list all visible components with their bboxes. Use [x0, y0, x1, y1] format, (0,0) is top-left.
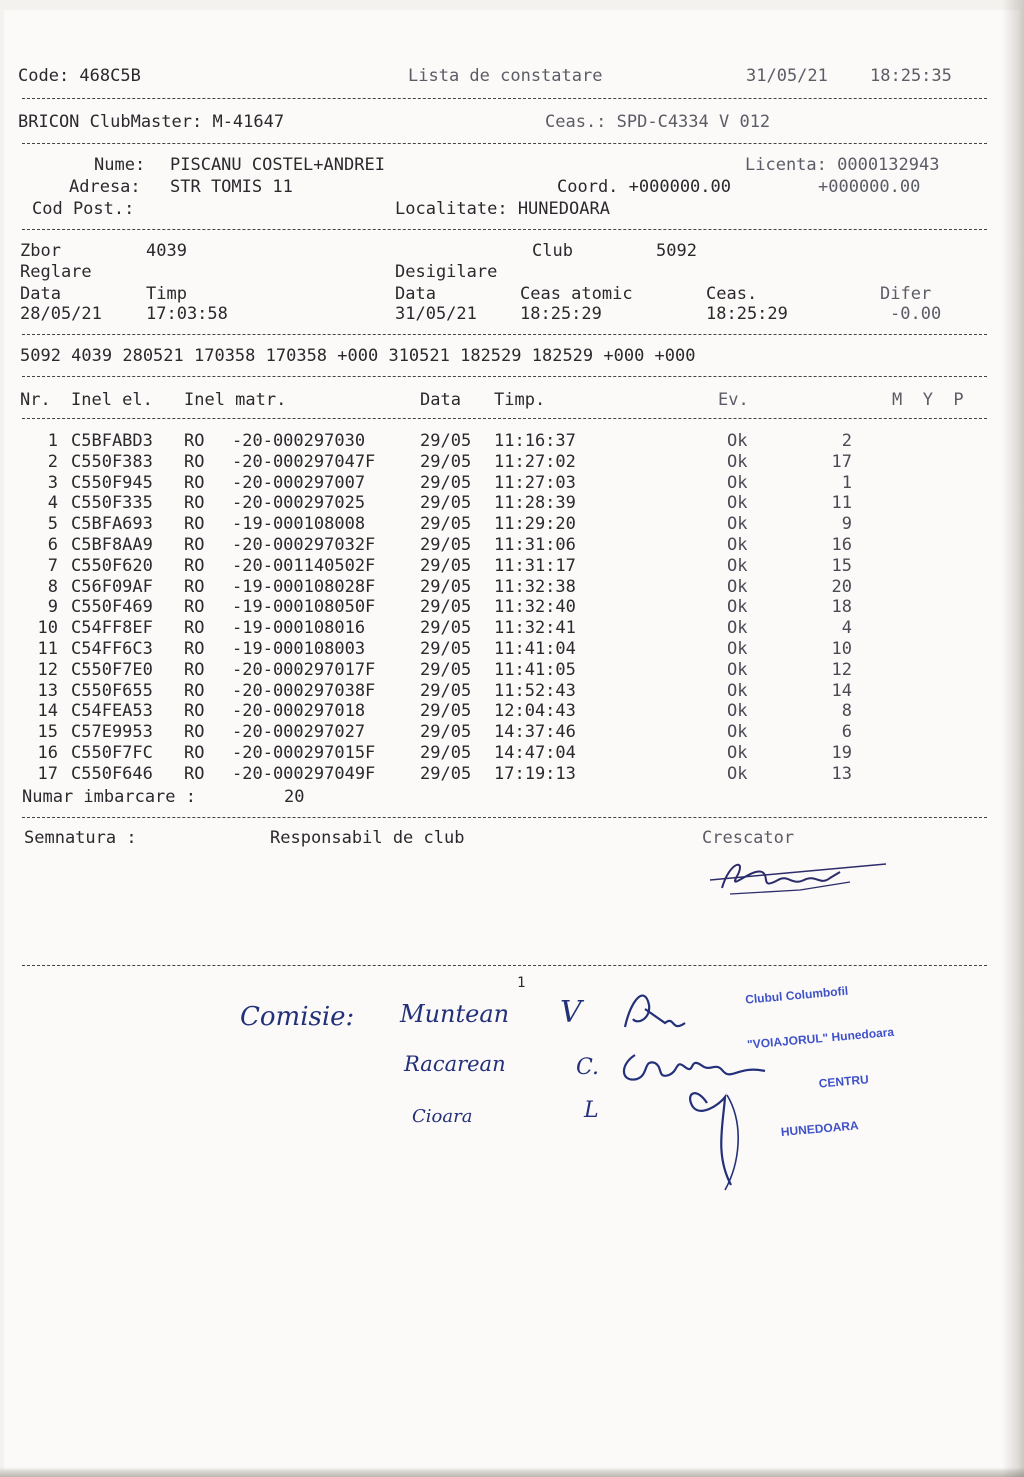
record-code: Code: 468C5B — [18, 66, 141, 86]
commission-signatures — [615, 975, 785, 1195]
time-label: Timp — [146, 284, 187, 304]
electronic-ring: C57E9953 — [71, 722, 153, 743]
row-number: 1 — [47, 431, 58, 451]
boarding-count: 20 — [284, 787, 305, 807]
boarding-count-label: Numar imbarcare : — [22, 787, 196, 807]
arrival-date: 29/05 — [420, 743, 472, 763]
electronic-ring: C550F655 — [71, 680, 153, 701]
country-code: RO — [184, 701, 205, 722]
event-status: Ok — [727, 743, 748, 763]
arrival-time: 11:28:39 — [494, 493, 576, 514]
col-time: Timp. — [494, 390, 546, 410]
country-code: RO — [184, 555, 205, 576]
event-status: Ok — [727, 680, 748, 701]
arrival-date: 29/05 — [420, 618, 472, 639]
row-number: 4 — [47, 493, 58, 514]
commission-member-2: Racarean — [404, 1052, 506, 1076]
electronic-ring: C5BF8AA9 — [71, 535, 153, 555]
country-code: RO — [184, 743, 205, 763]
clock-label: Ceas. — [706, 284, 758, 304]
address-label: Adresa: — [69, 177, 141, 197]
row-number: 9 — [47, 597, 58, 618]
separator — [22, 143, 987, 144]
page-number: 1 — [517, 975, 526, 991]
stamp-line-4: HUNEDOARA — [780, 1118, 860, 1140]
electronic-ring: C5BFA693 — [71, 514, 153, 535]
separator — [22, 418, 987, 419]
event-status: Ok — [727, 514, 748, 535]
rank: 1 — [841, 472, 852, 493]
breeder-signature — [700, 850, 900, 910]
breeder-label: Crescator — [702, 828, 795, 848]
ring-number: -20-001140502F — [232, 555, 376, 576]
setting-date: 28/05/21 — [20, 304, 102, 324]
arrival-time: 14:47:04 — [494, 743, 576, 763]
arrival-time: 11:41:05 — [494, 659, 576, 680]
event-status: Ok — [727, 472, 748, 493]
col-myp: M Y P — [892, 390, 964, 410]
arrival-time: 11:52:43 — [494, 680, 576, 701]
arrival-date: 29/05 — [420, 639, 472, 659]
ring-number: -20-000297038F — [232, 680, 376, 701]
rank: 9 — [841, 514, 852, 535]
club-responsible-label: Responsabil de club — [270, 828, 465, 848]
event-status: Ok — [727, 618, 748, 639]
separator — [22, 817, 987, 818]
license: Licenta: 0000132943 — [745, 155, 940, 175]
row-number: 17 — [37, 763, 58, 784]
commission-label: Comisie: — [240, 1002, 355, 1032]
event-status: Ok — [727, 493, 748, 514]
row-number: 2 — [47, 451, 58, 472]
country-code: RO — [184, 597, 205, 618]
locality: Localitate: HUNEDOARA — [395, 199, 610, 219]
signature-label: Semnatura : — [24, 828, 137, 848]
electronic-ring: C550F945 — [71, 472, 153, 493]
arrival-date: 29/05 — [420, 722, 472, 743]
ring-number: -20-000297015F — [232, 743, 376, 763]
separator — [22, 334, 987, 335]
rank: 4 — [841, 618, 852, 639]
row-number: 12 — [37, 659, 58, 680]
difference-label: Difer — [880, 284, 932, 304]
ring-number: -19-000108016 — [232, 618, 366, 639]
row-number: 16 — [37, 743, 58, 763]
col-event: Ev. — [718, 390, 749, 410]
arrival-date: 29/05 — [420, 763, 472, 784]
coordinates: Coord. +000000.00 — [557, 177, 731, 197]
rank: 6 — [841, 722, 852, 743]
arrival-date: 29/05 — [420, 659, 472, 680]
print-time: 18:25:35 — [870, 66, 952, 86]
stamp-line-3: CENTRU — [818, 1072, 870, 1091]
row-number: 10 — [37, 618, 58, 639]
ring-number: -19-000108028F — [232, 576, 376, 597]
row-number: 3 — [47, 472, 58, 493]
ring-number: -20-000297018 — [232, 701, 366, 722]
country-code: RO — [184, 722, 205, 743]
rank: 15 — [831, 555, 852, 576]
separator — [22, 229, 987, 230]
rank: 2 — [841, 431, 852, 451]
event-status: Ok — [727, 701, 748, 722]
col-nr: Nr. — [20, 390, 51, 410]
country-code: RO — [184, 493, 205, 514]
electronic-ring: C550F7FC — [71, 743, 153, 763]
arrival-date: 29/05 — [420, 597, 472, 618]
electronic-ring: C54FF8EF — [71, 618, 153, 639]
arrival-time: 11:41:04 — [494, 639, 576, 659]
device-id: BRICON ClubMaster: M-41647 — [18, 112, 285, 132]
arrival-date: 29/05 — [420, 431, 472, 451]
event-status: Ok — [727, 555, 748, 576]
separator — [22, 98, 987, 99]
ring-number: -20-000297027 — [232, 722, 366, 743]
commission-member-3: Cioara — [412, 1106, 473, 1127]
country-code: RO — [184, 514, 205, 535]
clock-time: 18:25:29 — [706, 304, 788, 324]
arrival-time: 14:37:46 — [494, 722, 576, 743]
col-ring-number: Inel matr. — [184, 390, 287, 410]
atomic-clock-label: Ceas atomic — [520, 284, 633, 304]
arrival-time: 11:16:37 — [494, 431, 576, 451]
club-number: 5092 — [656, 241, 697, 261]
country-code: RO — [184, 576, 205, 597]
coordinates-2: +000000.00 — [818, 177, 921, 197]
electronic-ring: C550F7E0 — [71, 659, 153, 680]
event-status: Ok — [727, 639, 748, 659]
ring-number: -20-000297032F — [232, 535, 376, 555]
event-status: Ok — [727, 659, 748, 680]
country-code: RO — [184, 472, 205, 493]
arrival-date: 29/05 — [420, 451, 472, 472]
club-label: Club — [532, 241, 573, 261]
owner-address: STR TOMIS 11 — [170, 177, 293, 197]
electronic-ring: C54FEA53 — [71, 701, 153, 722]
event-status: Ok — [727, 597, 748, 618]
commission-initial-1: V — [560, 995, 582, 1030]
arrival-time: 17:19:13 — [494, 763, 576, 784]
atomic-clock-time: 18:25:29 — [520, 304, 602, 324]
rank: 20 — [831, 576, 852, 597]
electronic-ring: C56F09AF — [71, 576, 153, 597]
rank: 11 — [831, 493, 852, 514]
ring-number: -19-000108050F — [232, 597, 376, 618]
setting-time: 17:03:58 — [146, 304, 228, 324]
arrival-time: 11:32:40 — [494, 597, 576, 618]
ring-number: -20-000297007 — [232, 472, 366, 493]
electronic-ring: C54FF6C3 — [71, 639, 153, 659]
clock-id: Ceas.: SPD-C4334 V 012 — [545, 112, 771, 132]
arrival-date: 29/05 — [420, 576, 472, 597]
country-code: RO — [184, 763, 205, 784]
ring-number: -20-000297047F — [232, 451, 376, 472]
row-number: 8 — [47, 576, 58, 597]
arrival-time: 11:32:41 — [494, 618, 576, 639]
stamp-line-2: "VOIAJORUL" Hunedoara — [746, 1024, 895, 1052]
event-status: Ok — [727, 535, 748, 555]
row-number: 14 — [37, 701, 58, 722]
country-code: RO — [184, 680, 205, 701]
page-edge-shadow — [1002, 0, 1024, 1477]
electronic-ring: C550F335 — [71, 493, 153, 514]
arrival-time: 12:04:43 — [494, 701, 576, 722]
unsealing-label: Desigilare — [395, 262, 498, 282]
rank: 10 — [831, 639, 852, 659]
rank: 19 — [831, 743, 852, 763]
commission-initial-2: C. — [576, 1055, 600, 1080]
arrival-date: 29/05 — [420, 493, 472, 514]
rank: 16 — [831, 535, 852, 555]
arrival-time: 11:27:03 — [494, 472, 576, 493]
summary-code-line: 5092 4039 280521 170358 170358 +000 310521 182529 182529 +000 +000 — [20, 346, 696, 366]
flight-number: 4039 — [146, 241, 187, 261]
document-title: Lista de constatare — [408, 66, 603, 86]
arrival-time: 11:27:02 — [494, 451, 576, 472]
arrival-date: 29/05 — [420, 555, 472, 576]
country-code: RO — [184, 639, 205, 659]
event-status: Ok — [727, 431, 748, 451]
country-code: RO — [184, 618, 205, 639]
ring-number: -20-000297049F — [232, 763, 376, 784]
difference-value: -0.00 — [890, 304, 942, 324]
arrival-date: 29/05 — [420, 472, 472, 493]
rank: 12 — [831, 659, 852, 680]
arrival-date: 29/05 — [420, 680, 472, 701]
electronic-ring: C550F469 — [71, 597, 153, 618]
postal-code-label: Cod Post.: — [32, 199, 135, 219]
rank: 13 — [831, 763, 852, 784]
electronic-ring: C550F646 — [71, 763, 153, 784]
arrival-time: 11:29:20 — [494, 514, 576, 535]
electronic-ring: C550F620 — [71, 555, 153, 576]
commission-initial-3: L — [584, 1098, 599, 1123]
arrival-time: 11:31:17 — [494, 555, 576, 576]
row-number: 11 — [37, 639, 58, 659]
date-label-2: Data — [395, 284, 436, 304]
page-bottom-shadow — [0, 1467, 1024, 1477]
event-status: Ok — [727, 576, 748, 597]
ring-number: -20-000297025 — [232, 493, 366, 514]
ring-number: -20-000297030 — [232, 431, 366, 451]
electronic-ring: C550F383 — [71, 451, 153, 472]
country-code: RO — [184, 451, 205, 472]
ring-number: -19-000108008 — [232, 514, 366, 535]
row-number: 7 — [47, 555, 58, 576]
row-number: 15 — [37, 722, 58, 743]
country-code: RO — [184, 535, 205, 555]
event-status: Ok — [727, 763, 748, 784]
ring-number: -20-000297017F — [232, 659, 376, 680]
stamp-line-1: Clubul Columbofil — [744, 983, 849, 1007]
arrival-date: 29/05 — [420, 514, 472, 535]
unsealing-date: 31/05/21 — [395, 304, 477, 324]
setting-label: Reglare — [20, 262, 92, 282]
arrival-time: 11:31:06 — [494, 535, 576, 555]
electronic-ring: C5BFABD3 — [71, 431, 153, 451]
flight-label: Zbor — [20, 241, 61, 261]
country-code: RO — [184, 431, 205, 451]
col-date: Data — [420, 390, 461, 410]
rank: 18 — [831, 597, 852, 618]
arrival-date: 29/05 — [420, 701, 472, 722]
col-electronic-ring: Inel el. — [71, 390, 153, 410]
event-status: Ok — [727, 722, 748, 743]
row-number: 13 — [37, 680, 58, 701]
ring-number: -19-000108003 — [232, 639, 366, 659]
arrival-time: 11:32:38 — [494, 576, 576, 597]
event-status: Ok — [727, 451, 748, 472]
rank: 8 — [841, 701, 852, 722]
rank: 17 — [831, 451, 852, 472]
date-label: Data — [20, 284, 61, 304]
print-date: 31/05/21 — [746, 66, 828, 86]
name-label: Nume: — [94, 155, 146, 175]
separator — [22, 376, 987, 377]
country-code: RO — [184, 659, 205, 680]
arrival-date: 29/05 — [420, 535, 472, 555]
commission-member-1: Muntean — [400, 1000, 510, 1028]
row-number: 5 — [47, 514, 58, 535]
rank: 14 — [831, 680, 852, 701]
row-number: 6 — [47, 535, 58, 555]
owner-name: PISCANU COSTEL+ANDREI — [170, 155, 385, 175]
